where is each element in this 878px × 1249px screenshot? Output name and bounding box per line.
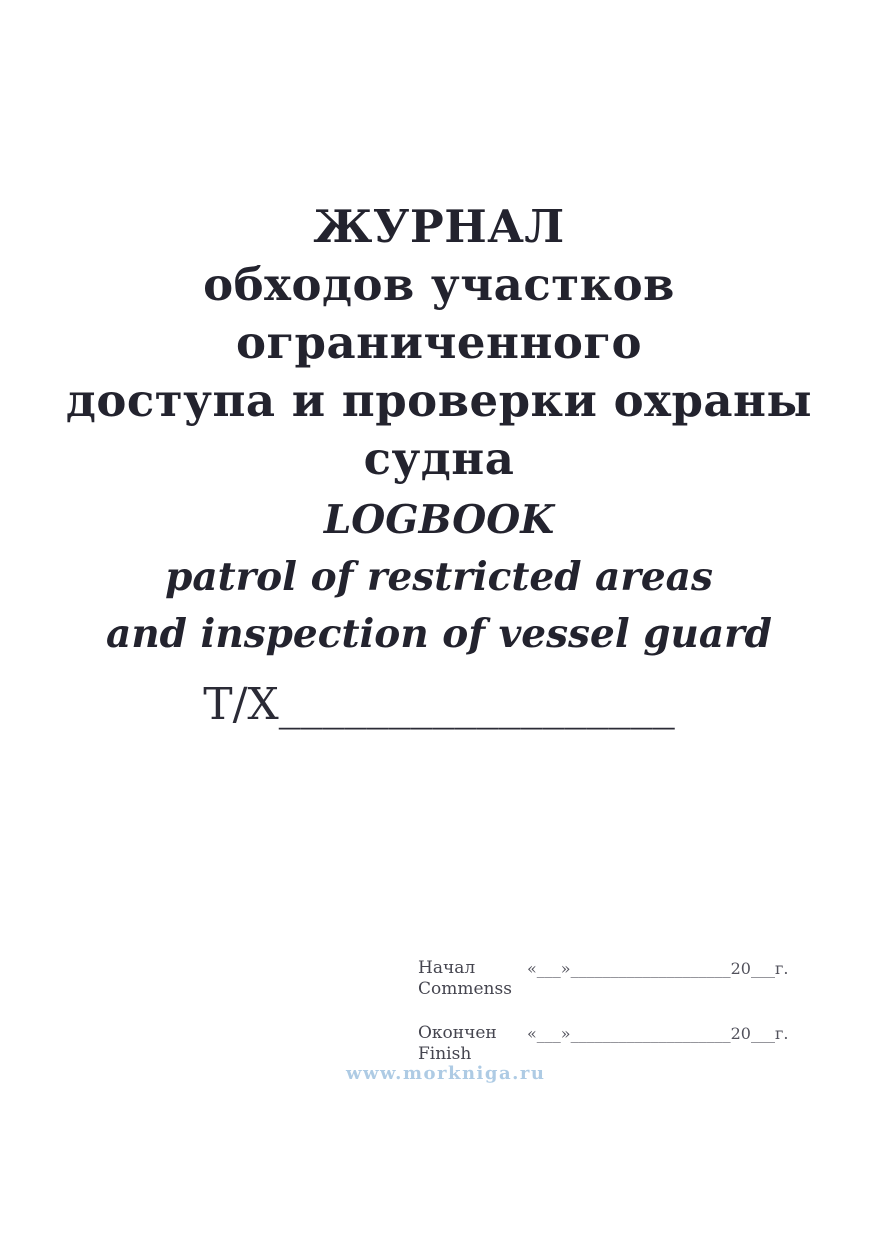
watermark-text: www.morkniga.ru [346, 1063, 546, 1084]
commence-label-en: Commenss [418, 979, 512, 999]
title-ru-line2: обходов участков ограниченного [203, 258, 675, 369]
commence-labels [418, 958, 527, 1000]
finish-row [418, 1023, 788, 1065]
title-ru-line1: ЖУРНАЛ [313, 200, 565, 253]
title-en-line1: LOGBOOK [323, 497, 555, 543]
finish-labels [418, 1023, 527, 1065]
title-english [0, 492, 878, 663]
vessel-name-blank: Т/Х__________________ [203, 679, 675, 730]
commence-date-blank: «___»____________________20___г. [527, 959, 789, 978]
title-en-line2: patrol of restricted areas [165, 554, 713, 600]
finish-label-ru: Окончен [418, 1023, 497, 1043]
title-russian [0, 198, 878, 488]
title-en-line3: and inspection of vessel guard [106, 611, 772, 657]
commence-label-ru: Начал [418, 958, 476, 978]
commence-row [418, 958, 788, 1000]
title-ru-line3: доступа и проверки охраны судна [65, 374, 813, 485]
finish-date-blank: «___»____________________20___г. [527, 1024, 789, 1043]
finish-label-en: Finish [418, 1044, 472, 1064]
